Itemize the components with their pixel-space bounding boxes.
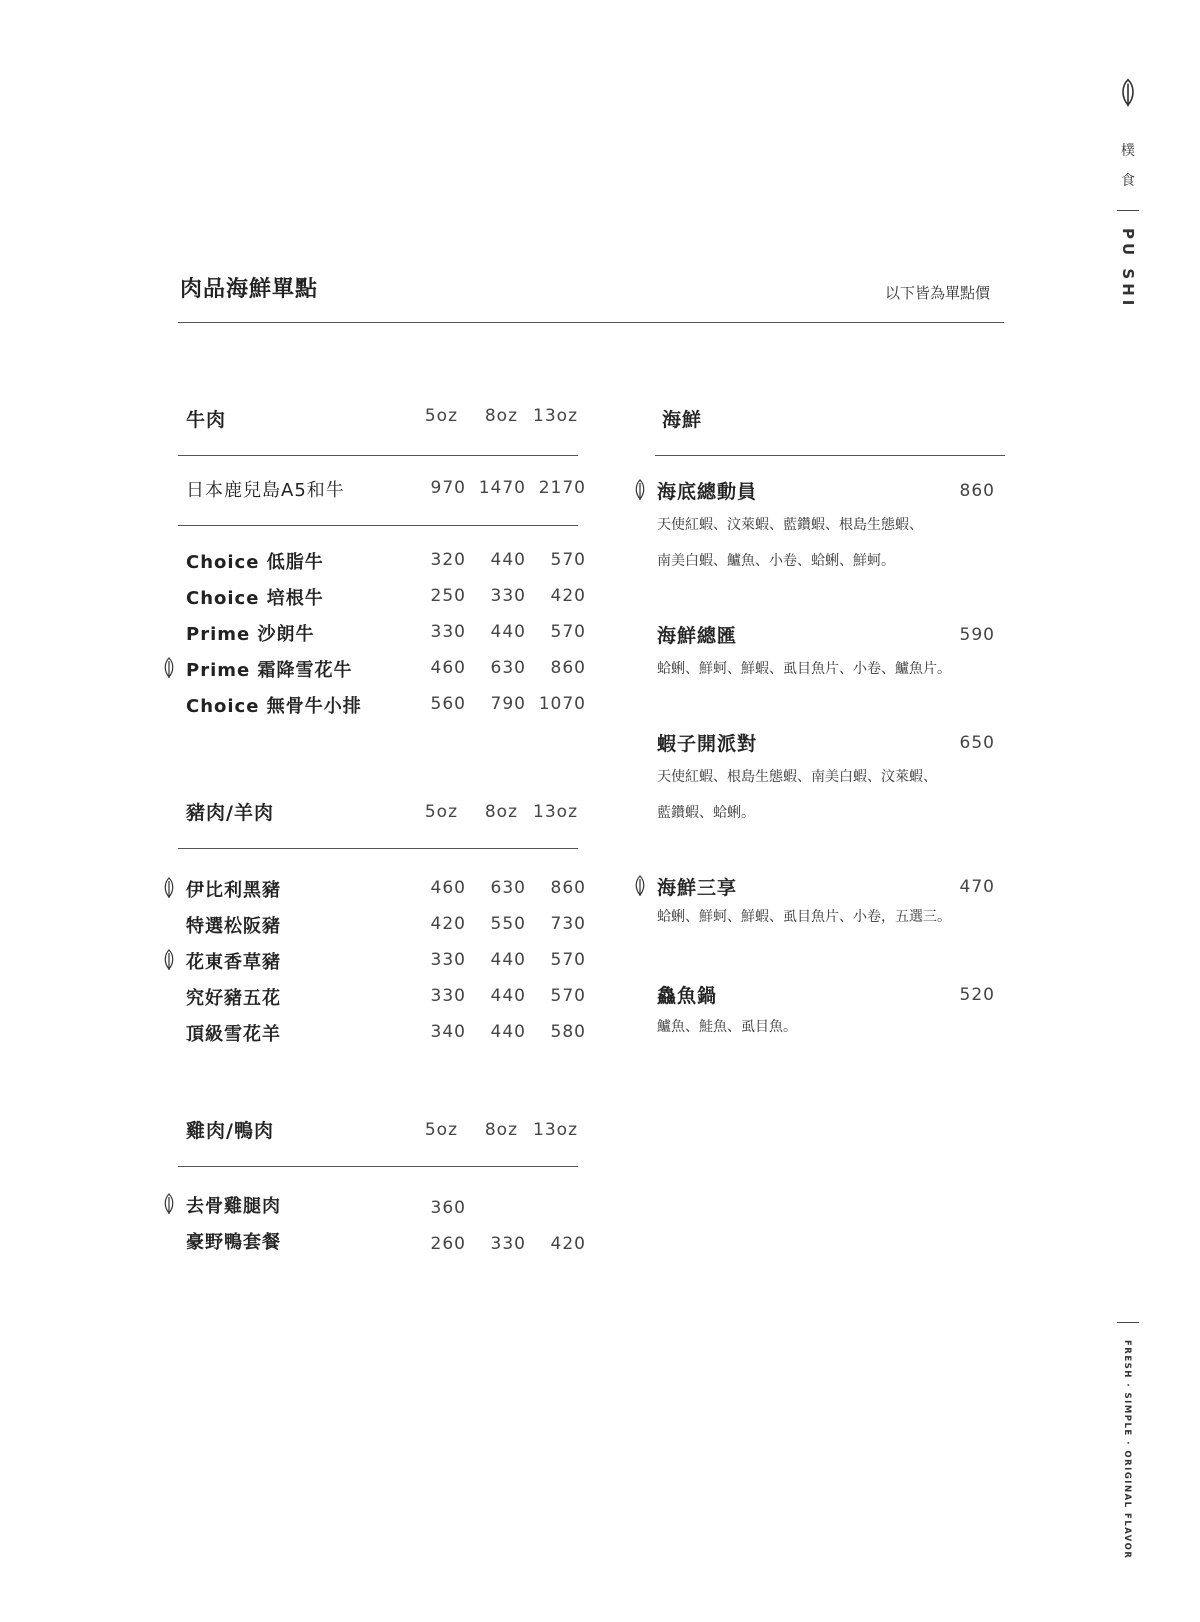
leaf-icon xyxy=(1120,78,1136,108)
price-5oz: 330 xyxy=(430,622,466,642)
leaf-icon xyxy=(634,875,646,897)
item-prices xyxy=(406,622,586,642)
size-label: 13oz xyxy=(533,406,578,426)
menu-row xyxy=(186,948,606,984)
price-8oz: 1470 xyxy=(478,478,526,498)
item-prices xyxy=(406,1198,586,1218)
item-prices xyxy=(406,694,586,714)
item-name: 日本鹿兒島A5和牛 xyxy=(186,480,345,501)
item-name: Prime 沙朗牛 xyxy=(186,624,315,645)
header-rule xyxy=(178,322,1004,323)
price-5oz: 460 xyxy=(430,878,466,898)
size-label: 8oz xyxy=(484,802,518,822)
price-8oz: 440 xyxy=(490,622,526,642)
seafood-item-price: 520 xyxy=(959,985,995,1005)
menu-row xyxy=(186,912,606,948)
menu-row xyxy=(186,620,606,656)
item-prices xyxy=(406,950,586,970)
size-label: 5oz xyxy=(424,1120,458,1140)
price-8oz: 440 xyxy=(490,1022,526,1042)
price-5oz: 260 xyxy=(430,1234,466,1254)
size-label: 13oz xyxy=(533,1120,578,1140)
pork-rule xyxy=(178,848,578,849)
item-name: 伊比利黑豬 xyxy=(186,880,281,901)
item-name: Choice 培根牛 xyxy=(186,588,324,609)
desc-line: 天使紅蝦、汶萊蝦、藍鑽蝦、根島生態蝦、 xyxy=(657,517,923,533)
price-8oz: 790 xyxy=(490,694,526,714)
price-note: 以下皆為單點價 xyxy=(884,284,990,302)
item-prices xyxy=(406,586,586,606)
menu-row xyxy=(186,1020,606,1056)
pork-size-header xyxy=(398,802,578,822)
menu-row xyxy=(186,476,606,512)
price-13oz: 860 xyxy=(550,658,586,678)
seafood-item-desc xyxy=(657,651,997,687)
menu-row xyxy=(186,584,606,620)
item-prices xyxy=(406,478,586,498)
price-8oz: 330 xyxy=(490,586,526,606)
item-name: Prime 霜降雪花牛 xyxy=(186,660,353,681)
item-prices xyxy=(406,914,586,934)
size-label: 5oz xyxy=(424,802,458,822)
menu-row xyxy=(186,984,606,1020)
seafood-item-desc xyxy=(657,759,997,831)
seafood-item-name: 海鮮三享 xyxy=(657,877,738,899)
price-13oz: 860 xyxy=(550,878,586,898)
menu-row xyxy=(186,1228,606,1264)
seafood-item-desc xyxy=(657,507,997,579)
seafood-item-price: 650 xyxy=(959,733,995,753)
price-5oz: 320 xyxy=(430,550,466,570)
item-name: 究好豬五花 xyxy=(186,988,281,1009)
item-name: 頂級雪花羊 xyxy=(186,1024,281,1045)
price-13oz: 420 xyxy=(550,586,586,606)
leaf-icon xyxy=(163,1193,175,1215)
item-prices xyxy=(406,1022,586,1042)
menu-row xyxy=(186,692,606,728)
menu-row xyxy=(186,876,606,912)
desc-line: 藍鑽蝦、蛤蜊。 xyxy=(657,805,755,821)
seafood-item-name: 海鮮總匯 xyxy=(657,625,738,647)
price-8oz: 440 xyxy=(490,550,526,570)
price-5oz: 250 xyxy=(430,586,466,606)
price-13oz: 570 xyxy=(550,986,586,1006)
beef-section-title: 牛肉 xyxy=(186,409,227,431)
price-8oz: 440 xyxy=(490,950,526,970)
page-title: 肉品海鮮單點 xyxy=(180,277,319,302)
beef-size-header xyxy=(398,406,578,426)
desc-line: 鱸魚、鮭魚、虱目魚。 xyxy=(657,1019,797,1035)
item-prices xyxy=(406,1234,586,1254)
beef-featured-rule xyxy=(178,525,578,526)
item-prices xyxy=(406,658,586,678)
desc-line: 南美白蝦、鱸魚、小卷、蛤蜊、鮮蚵。 xyxy=(657,553,895,569)
price-5oz: 330 xyxy=(430,950,466,970)
brand-name: PU SHI xyxy=(1119,228,1137,310)
size-label: 8oz xyxy=(484,1120,518,1140)
price-8oz: 330 xyxy=(490,1234,526,1254)
price-13oz: 570 xyxy=(550,622,586,642)
price-13oz: 730 xyxy=(550,914,586,934)
seafood-item-desc xyxy=(657,1009,997,1045)
item-name: Choice 低脂牛 xyxy=(186,552,324,573)
price-13oz: 420 xyxy=(550,1234,586,1254)
desc-line: 蛤蜊、鮮蚵、鮮蝦、虱目魚片、小卷、鱸魚片。 xyxy=(657,661,951,677)
chicken-size-header xyxy=(398,1120,578,1140)
seafood-item-price: 590 xyxy=(959,625,995,645)
item-name: 特選松阪豬 xyxy=(186,916,281,937)
seafood-item-name: 鱻魚鍋 xyxy=(657,985,718,1007)
price-5oz: 330 xyxy=(430,986,466,1006)
price-8oz: 550 xyxy=(490,914,526,934)
item-name: Choice 無骨牛小排 xyxy=(186,696,362,717)
price-8oz xyxy=(466,1198,526,1218)
menu-row xyxy=(186,656,606,692)
beef-rule xyxy=(178,455,578,456)
price-13oz: 1070 xyxy=(538,694,586,714)
price-5oz: 560 xyxy=(430,694,466,714)
price-8oz: 440 xyxy=(490,986,526,1006)
brand-char-2: 食 xyxy=(1121,173,1135,189)
desc-line: 蛤蜊、鮮蚵、鮮蝦、虱目魚片、小卷，五選三。 xyxy=(657,909,951,925)
item-prices xyxy=(406,986,586,1006)
item-prices xyxy=(406,550,586,570)
brand-divider-top xyxy=(1117,210,1139,211)
price-5oz: 460 xyxy=(430,658,466,678)
desc-line: 天使紅蝦、根島生態蝦、南美白蝦、汶萊蝦、 xyxy=(657,769,937,785)
brand-char-1: 樸 xyxy=(1121,143,1135,159)
seafood-item-name: 海底總動員 xyxy=(657,481,758,503)
price-8oz: 630 xyxy=(490,878,526,898)
price-13oz: 570 xyxy=(550,950,586,970)
brand-divider-bottom xyxy=(1117,1322,1139,1323)
item-prices xyxy=(406,878,586,898)
price-5oz: 360 xyxy=(430,1198,466,1218)
price-13oz: 570 xyxy=(550,550,586,570)
price-13oz xyxy=(526,1198,586,1218)
item-name: 去骨雞腿肉 xyxy=(186,1196,281,1217)
item-name: 豪野鴨套餐 xyxy=(186,1232,281,1253)
chicken-section-title: 雞肉/鴨肉 xyxy=(186,1120,274,1142)
seafood-item-price: 470 xyxy=(959,877,995,897)
size-label: 5oz xyxy=(424,406,458,426)
price-13oz: 580 xyxy=(550,1022,586,1042)
chicken-rule xyxy=(178,1166,578,1167)
brand-tagline: FRESH · SIMPLE · ORIGINAL FLAVOR xyxy=(1122,1340,1132,1560)
size-label: 8oz xyxy=(484,406,518,426)
leaf-icon xyxy=(163,949,175,971)
menu-row xyxy=(186,1192,606,1228)
price-5oz: 420 xyxy=(430,914,466,934)
seafood-item-name: 蝦子開派對 xyxy=(657,733,758,755)
seafood-section-title: 海鮮 xyxy=(662,409,703,431)
leaf-icon xyxy=(634,479,646,501)
seafood-item-price: 860 xyxy=(959,481,995,501)
price-13oz: 2170 xyxy=(538,478,586,498)
menu-row xyxy=(186,548,606,584)
seafood-rule xyxy=(655,455,1005,456)
leaf-icon xyxy=(163,877,175,899)
price-8oz: 630 xyxy=(490,658,526,678)
item-name: 花東香草豬 xyxy=(186,952,281,973)
seafood-item-desc xyxy=(657,899,997,935)
price-5oz: 970 xyxy=(430,478,466,498)
pork-section-title: 豬肉/羊肉 xyxy=(186,802,274,824)
price-5oz: 340 xyxy=(430,1022,466,1042)
leaf-icon xyxy=(163,657,175,679)
size-label: 13oz xyxy=(533,802,578,822)
